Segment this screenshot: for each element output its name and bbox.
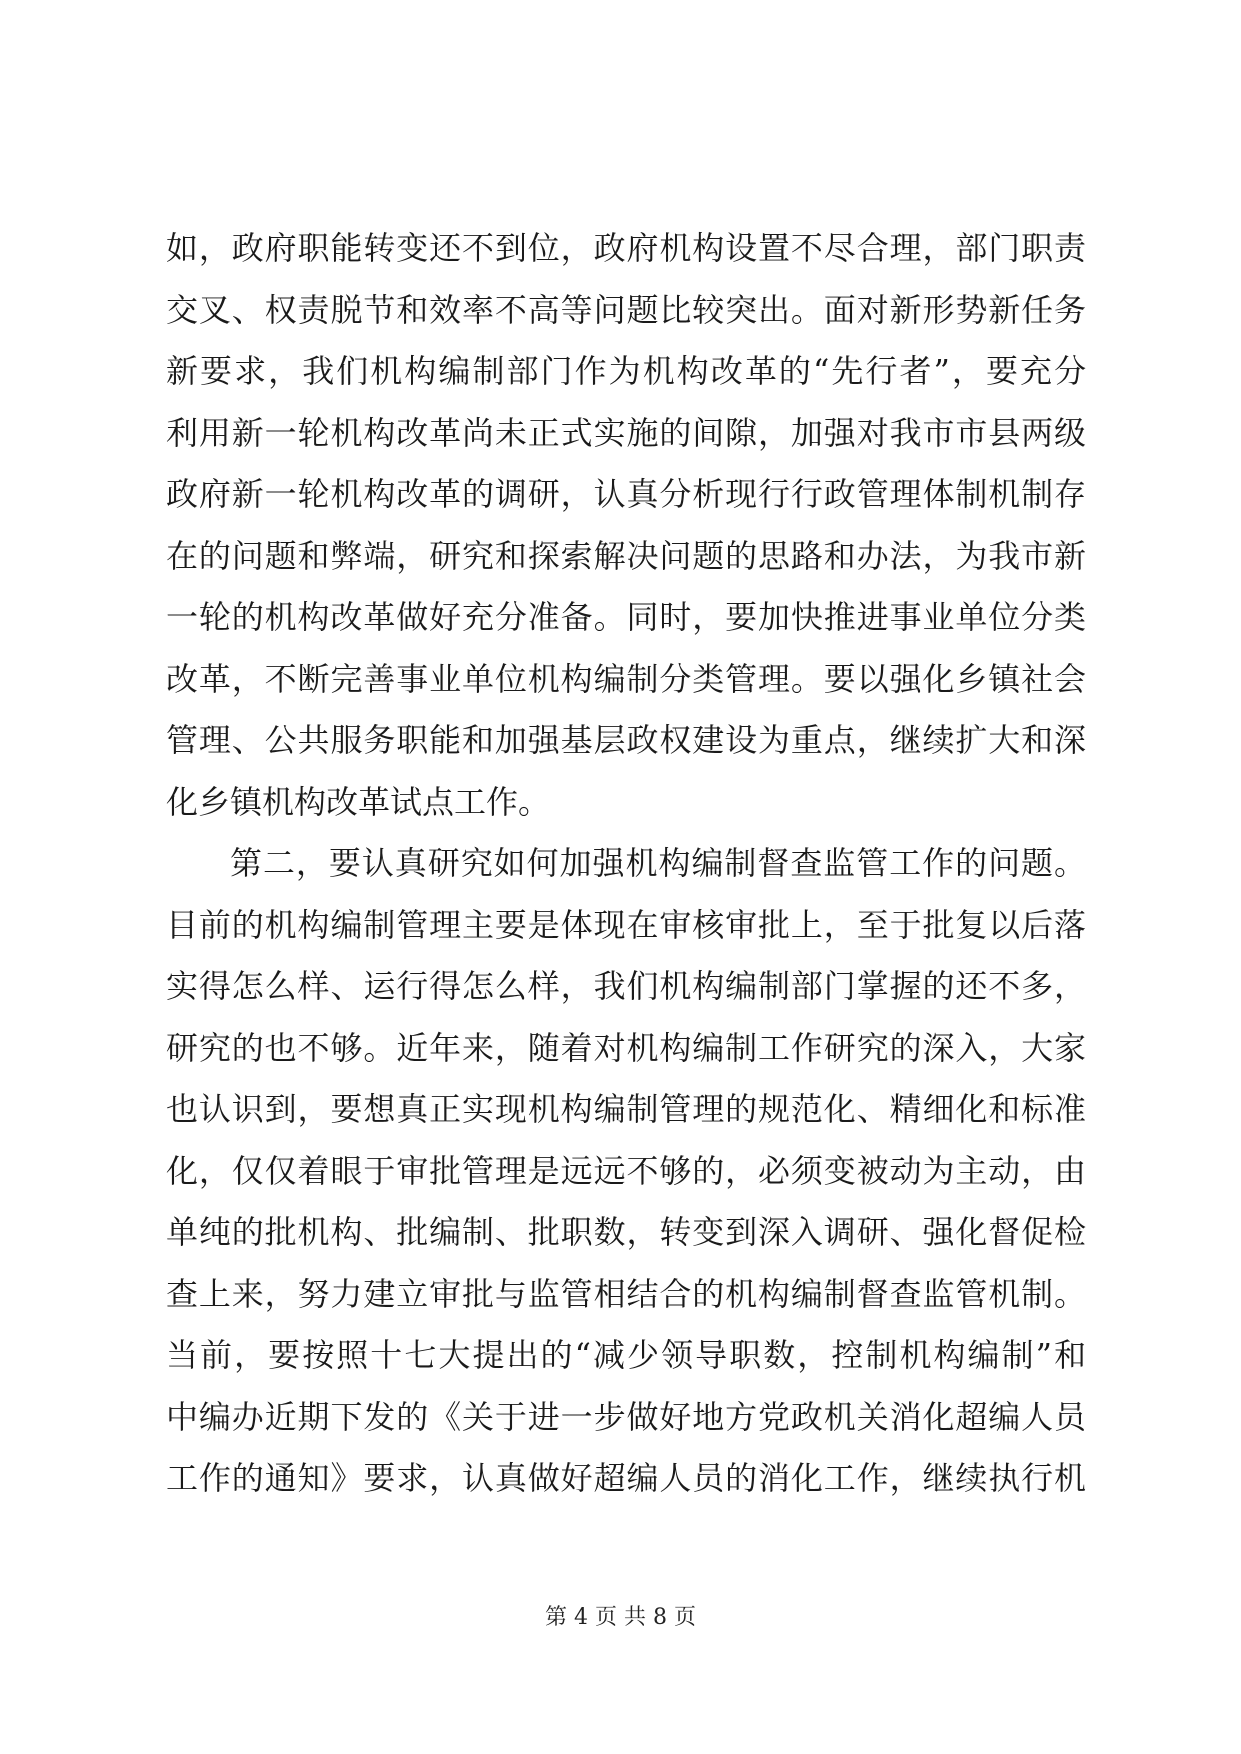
text-line-5: 政府新一轮机构改革的调研，认真分析现行行政管理体制机制存 (166, 475, 1087, 513)
text-line-10: 化乡镇机构改革试点工作。 (166, 782, 551, 821)
text-line-21: 工作的通知》要求，认真做好超编人员的消化工作，继续执行机 (166, 1459, 1087, 1497)
text-line-19: 当前，要按照十七大提出的“减少领导职数，控制机构编制”和 (166, 1336, 1089, 1374)
text-line-9: 管理、公共服务职能和加强基层政权建设为重点，继续扩大和深 (166, 721, 1087, 759)
text-line-6: 在的问题和弊端，研究和探索解决问题的思路和办法，为我市新 (166, 536, 1087, 575)
text-line-3: 新要求，我们机构编制部门作为机构改革的“先行者”，要充分 (166, 352, 1089, 390)
page-number-footer: 第 4 页 共 8 页 (545, 1605, 696, 1630)
text-line-12: 目前的机构编制管理主要是体现在审核审批上，至于批复以后落 (166, 905, 1087, 944)
text-line-1: 如，政府职能转变还不到位，政府机构设置不尽合理，部门职责 (166, 229, 1087, 267)
text-line-20: 中编办近期下发的《关于进一步做好地方党政机关消化超编人员 (166, 1397, 1087, 1436)
body-text (166, 218, 1089, 1510)
text-line-8: 改革，不断完善事业单位机构编制分类管理。要以强化乡镇社会 (166, 659, 1087, 698)
text-line-18: 查上来，努力建立审批与监管相结合的机构编制督查监管机制。 (166, 1274, 1087, 1313)
text-line-2: 交叉、权责脱节和效率不高等问题比较突出。面对新形势新任务 (166, 290, 1087, 329)
text-line-17: 单纯的批机构、批编制、批职数，转变到深入调研、强化督促检 (166, 1213, 1087, 1251)
text-line-4: 利用新一轮机构改革尚未正式实施的间隙，加强对我市市县两级 (166, 413, 1087, 452)
text-line-7: 一轮的机构改革做好充分准备。同时，要加快推进事业单位分类 (166, 598, 1087, 636)
text-line-15: 也认识到，要想真正实现机构编制管理的规范化、精细化和标准 (166, 1090, 1087, 1128)
text-line-16: 化，仅仅着眼于审批管理是远远不够的，必须变被动为主动，由 (166, 1151, 1087, 1190)
text-line-14: 研究的也不够。近年来，随着对机构编制工作研究的深入，大家 (166, 1028, 1087, 1067)
text-line-11: 第二，要认真研究如何加强机构编制督查监管工作的问题。 (230, 844, 1087, 882)
text-line-13: 实得怎么样、运行得怎么样，我们机构编制部门掌握的还不多， (166, 967, 1087, 1005)
